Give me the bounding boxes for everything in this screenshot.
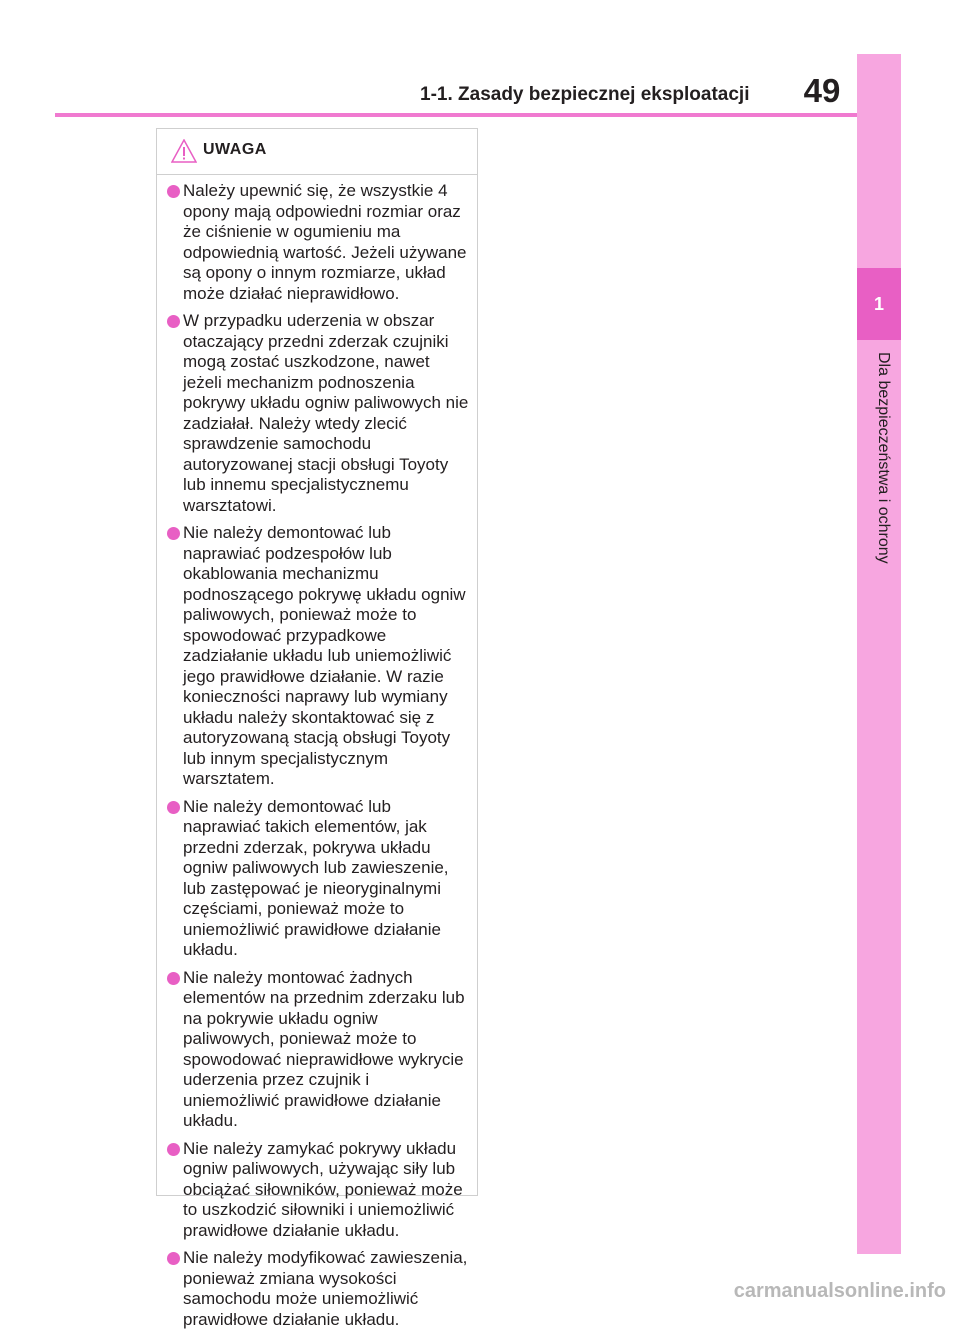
section-title: 1-1. Zasady bezpiecznej eksploatacji	[420, 84, 750, 105]
bullet-icon	[167, 972, 180, 985]
page-number: 49	[803, 72, 841, 109]
chapter-number[interactable]: 1	[857, 268, 901, 340]
list-item	[167, 1139, 469, 1242]
list-item	[167, 523, 469, 790]
bullet-icon	[167, 185, 180, 198]
warning-box	[156, 128, 478, 1329]
bullet-icon	[167, 1252, 180, 1265]
list-item-text: Nie należy demontować lub naprawiać podzespołów lub okablowania mechanizmu podnoszącego pokrywę układu ogniw paliwowych, ponieważ może to spowodować przypadkowe zadziałanie układu lub uniemożliwić jego prawidłowe działanie. W razie konieczności naprawy lub wymiany układu należy skontaktować się z autoryzowaną stacją obsługi Toyoty lub innym specjalistycznym warsztatem.	[183, 523, 466, 788]
warning-header	[157, 129, 477, 175]
warning-triangle-icon	[171, 139, 197, 163]
list-item	[167, 311, 469, 516]
watermark: carmanualsonline.info	[733, 1280, 946, 1302]
list-item-text: Należy upewnić się, że wszystkie 4 opony mają odpowiedni rozmiar oraz że ciśnienie w ogumieniu ma odpowiednią wartość. Jeżeli używane są opony o innym rozmiarze, układ może działać nieprawidłowo.	[183, 181, 467, 303]
list-item-text: Nie należy demontować lub naprawiać takich elementów, jak przedni zderzak, pokrywa układu ogniw paliwowych lub zawieszenie, lub zastępować je nieoryginalnymi częściami, ponieważ może to uniemożliwić prawidłowe działanie układu.	[183, 796, 449, 959]
list-item-text: W przypadku uderzenia w obszar otaczający przedni zderzak czujniki mogą zostać uszkodzone, nawet jeżeli mechanizm podnoszenia pokrywy układu ogniw paliwowych nie zadziałał. Należy wtedy zlecić sprawdzenie samochodu autoryzowanej stacji obsługi Toyoty lub innemu specjalistycznemu warsztatowi.	[183, 311, 469, 515]
bullet-icon	[167, 527, 180, 540]
bullet-icon	[167, 1143, 180, 1156]
warning-title: UWAGA	[203, 141, 267, 158]
list-item	[167, 1248, 469, 1330]
chapter-label: Dla bezpieczeństwa i ochrony	[875, 352, 892, 564]
list-item-text: Nie należy zamykać pokrywy układu ogniw paliwowych, używając siły lub obciążać siłowników, ponieważ może to uszkodzić siłowniki i uniemożliwić prawidłowe działanie układu.	[183, 1138, 463, 1240]
side-tab	[857, 54, 901, 1254]
list-item-text: Nie należy montować żadnych elementów na przednim zderzaku lub na pokrywie układu ogniw paliwowych, ponieważ może to spowodować nieprawidłowe wykrycie uderzenia przez czujnik i uniemożliwić prawidłowe działanie układu.	[183, 967, 465, 1130]
warning-list	[157, 175, 477, 1330]
bullet-icon	[167, 315, 180, 328]
list-item	[167, 797, 469, 961]
bullet-icon	[167, 801, 180, 814]
list-item	[167, 181, 469, 304]
list-item	[167, 968, 469, 1132]
list-item-text: Nie należy modyfikować zawieszenia, ponieważ zmiana wysokości samochodu może uniemożliwić prawidłowe działanie układu.	[183, 1248, 468, 1329]
header-rule	[55, 113, 857, 117]
